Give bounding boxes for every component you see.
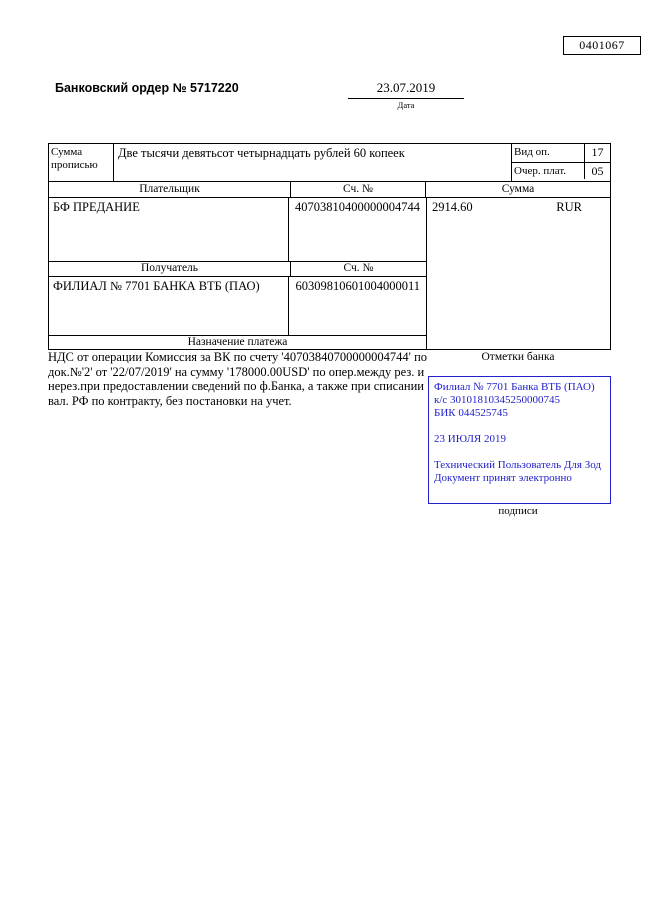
date-label: Дата <box>397 100 415 110</box>
stamp-operator: Технический Пользователь Для Зод <box>434 459 602 471</box>
operation-info-cell <box>512 144 610 181</box>
parties-column <box>49 198 426 349</box>
payee-account: 60309810601004000011 <box>295 279 420 293</box>
sum-header: Сумма <box>501 183 535 195</box>
purpose-text: НДС от операции Комиссия за ВК по счету '40703840700000004744' по док.№'2' от '22/07/2019' на сумму '178000.00USD' по опер.между рез. и нерез.при предоставлении сведений по ф.Банка, а также при списании вал. РФ по контракту, без постановки на учет. <box>48 350 428 408</box>
priority-value: 05 <box>591 164 604 178</box>
payer-account-header: Сч. № <box>291 182 426 197</box>
sum-line <box>427 200 610 215</box>
bank-stamp <box>428 376 611 504</box>
document-title: Банковский ордер № 5717220 <box>55 81 239 95</box>
sum-amount: 2914.60 <box>432 200 473 214</box>
payee-account-header: Сч. № <box>343 262 374 274</box>
bank-marks-header: Отметки банка <box>481 351 555 363</box>
stamp-bik: БИК 044525745 <box>434 407 508 419</box>
stamp-bank-name: Филиал № 7701 Банка ВТБ (ПАО) <box>434 381 595 393</box>
payer-name: БФ ПРЕДАНИЕ <box>49 198 289 261</box>
sum-cell <box>426 198 610 349</box>
sum-currency: RUR <box>556 200 582 214</box>
payer-header: Плательщик <box>49 182 291 197</box>
payer-data-row <box>49 198 426 262</box>
signatures-label: подписи <box>498 505 538 517</box>
payee-header: Получатель <box>49 262 291 276</box>
op-type-value: 17 <box>591 145 604 159</box>
sum-words-row <box>49 144 610 181</box>
order-table <box>48 143 611 350</box>
purpose-header: Назначение платежа <box>49 335 426 349</box>
op-type-row <box>512 144 610 162</box>
form-code: 0401067 <box>579 38 625 52</box>
payee-header-row <box>49 262 426 277</box>
table-body <box>49 197 610 349</box>
form-code-box <box>563 36 641 55</box>
payee-name: ФИЛИАЛ № 7701 БАНКА ВТБ (ПАО) <box>49 277 289 335</box>
payer-account: 40703810400000004744 <box>295 200 420 214</box>
payee-data-row <box>49 277 426 335</box>
priority-label: Очер. плат. <box>512 163 585 179</box>
stamp-corr-account: к/с 30101810345250000745 <box>434 394 561 406</box>
payer-header-row <box>49 181 610 197</box>
date-block <box>348 80 464 110</box>
stamp-status: Документ принят электронно <box>434 472 572 484</box>
stamp-date: 23 ИЮЛЯ 2019 <box>434 433 506 445</box>
sum-words-value: Две тысячи девятьсот четырнадцать рублей 60 копеек <box>114 144 512 181</box>
op-type-label: Вид оп. <box>512 144 585 162</box>
date-value: 23.07.2019 <box>348 80 464 99</box>
sum-words-label: Сумма прописью <box>49 144 114 181</box>
priority-row <box>512 162 610 179</box>
